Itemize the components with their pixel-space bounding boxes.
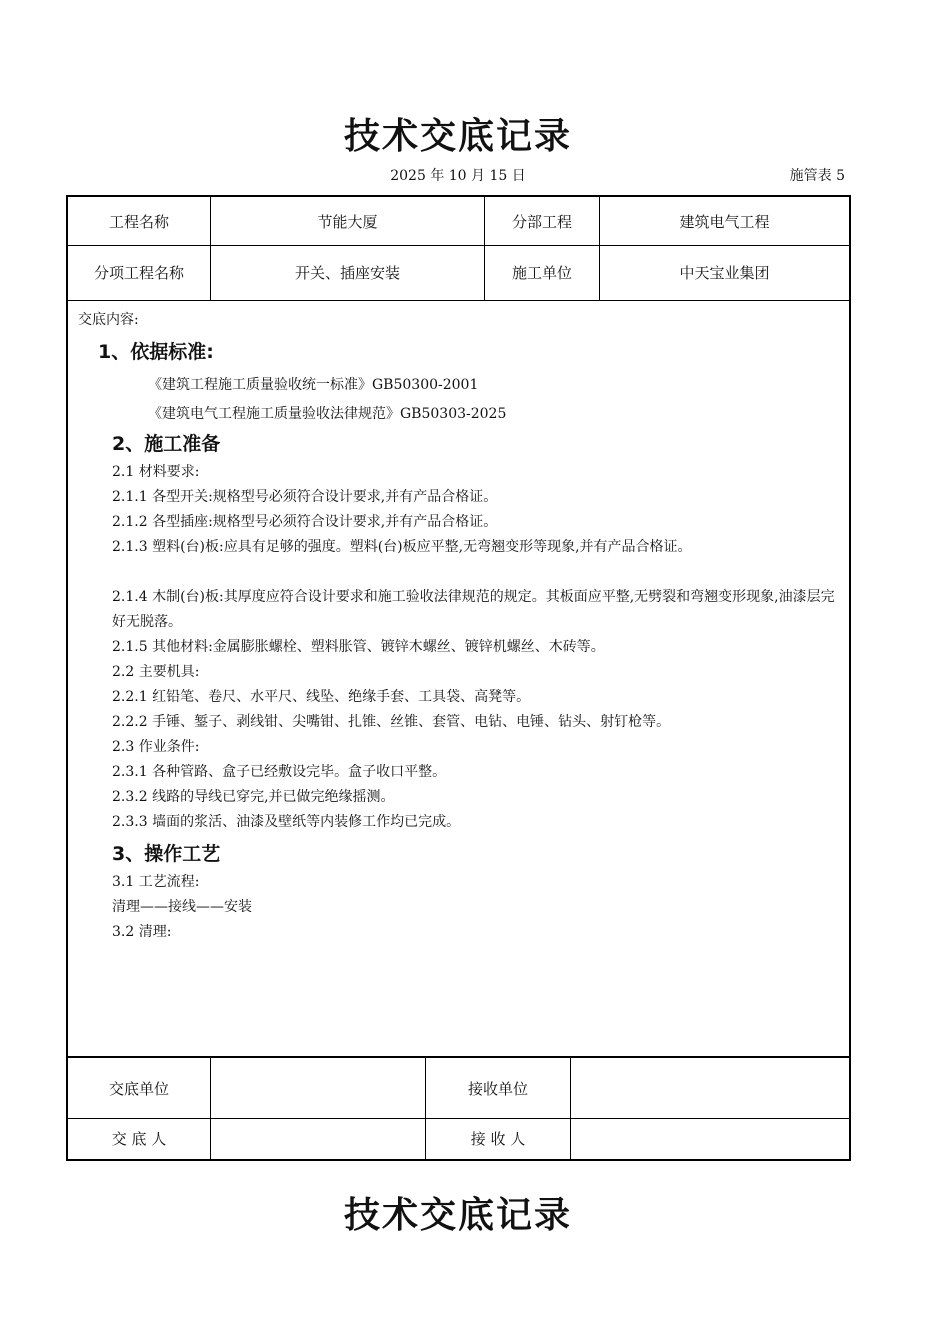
receiver-unit-label: 接收单位 <box>426 1058 571 1118</box>
record-date: 2025 年 10 月 15 日 <box>390 168 526 184</box>
form-number: 施管表 5 <box>789 168 845 184</box>
section-1-heading: 1、依据标准: <box>98 341 214 363</box>
subitem-label: 分项工程名称 <box>68 245 211 300</box>
receiver-field[interactable] <box>571 1118 849 1159</box>
page-title-repeat: 技术交底记录 <box>343 1195 572 1236</box>
content-line: 2.2 主要机具: <box>112 664 200 680</box>
content-line: 2.3.1 各种管路、盒子已经敷设完毕。盒子收口平整。 <box>112 764 447 780</box>
receiver-unit-field[interactable] <box>571 1058 849 1118</box>
issuer-unit-field[interactable] <box>211 1058 426 1118</box>
content-line: 2.1.2 各型插座:规格型号必须符合设计要求,并有产品合格证。 <box>112 514 498 530</box>
header-row-1 <box>68 197 849 246</box>
content-line: 2.1.1 各型开关:规格型号必须符合设计要求,并有产品合格证。 <box>112 489 498 505</box>
signature-table <box>66 1056 851 1161</box>
division-label: 分部工程 <box>485 197 600 245</box>
signature-row-1 <box>68 1058 849 1119</box>
content-line: 清理——接线——安装 <box>112 899 252 915</box>
content-line: 2.1 材料要求: <box>112 464 200 480</box>
page-title: 技术交底记录 <box>343 116 572 157</box>
project-name-value[interactable]: 节能大厦 <box>211 197 485 245</box>
content-label: 交底内容: <box>78 312 139 328</box>
section-3-heading: 3、操作工艺 <box>112 843 221 865</box>
project-name-label: 工程名称 <box>68 197 211 245</box>
content-line: 2.1.5 其他材料:金属膨胀螺栓、塑料胀管、镀锌木螺丝、镀锌机螺丝、木砖等。 <box>112 639 605 655</box>
division-value[interactable]: 建筑电气工程 <box>679 212 770 231</box>
content-line: 2.3 作业条件: <box>112 739 200 755</box>
content-line: 3.2 清理: <box>112 924 172 940</box>
standard-item: 《建筑电气工程施工质量验收法律规范》GB50303-2025 <box>148 406 507 422</box>
content-line: 2.1.3 塑料(台)板:应具有足够的强度。塑料(台)板应平整,无弯翘变形等现象,并有产品合格证。 <box>112 539 692 555</box>
section-2-heading: 2、施工准备 <box>112 433 221 455</box>
content-line: 3.1 工艺流程: <box>112 874 200 890</box>
content-section <box>66 299 851 1057</box>
standard-item: 《建筑工程施工质量验收统一标准》GB50300-2001 <box>148 377 479 393</box>
issuer-label: 交 底 人 <box>68 1118 211 1159</box>
content-line: 2.2.2 手锤、錾子、剥线钳、尖嘴钳、扎锥、丝锥、套管、电钻、电锤、钻头、射钉枪等。 <box>112 714 671 730</box>
signature-row-2 <box>68 1118 849 1159</box>
issuer-unit-label: 交底单位 <box>68 1058 211 1118</box>
subitem-value[interactable]: 开关、插座安装 <box>211 245 485 300</box>
contractor-label: 施工单位 <box>485 245 600 300</box>
contractor-value[interactable]: 中天宝业集团 <box>679 264 770 282</box>
content-line: 2.3.2 线路的导线已穿完,并已做完绝缘摇测。 <box>112 789 395 805</box>
content-line: 2.3.3 墙面的浆活、油漆及壁纸等内装修工作均已完成。 <box>112 814 461 830</box>
receiver-label: 接 收 人 <box>426 1118 571 1159</box>
header-row-2 <box>68 245 849 301</box>
content-line: 2.1.4 木制(台)板:其厚度应符合设计要求和施工验收法律规范的规定。其板面应平整,无劈裂和弯翘变形现象,油漆层完好无脱落。 <box>112 589 835 630</box>
content-line: 2.2.1 红铅笔、卷尺、水平尺、线坠、绝缘手套、工具袋、高凳等。 <box>112 689 531 705</box>
header-table <box>66 195 851 300</box>
issuer-field[interactable] <box>211 1118 426 1159</box>
